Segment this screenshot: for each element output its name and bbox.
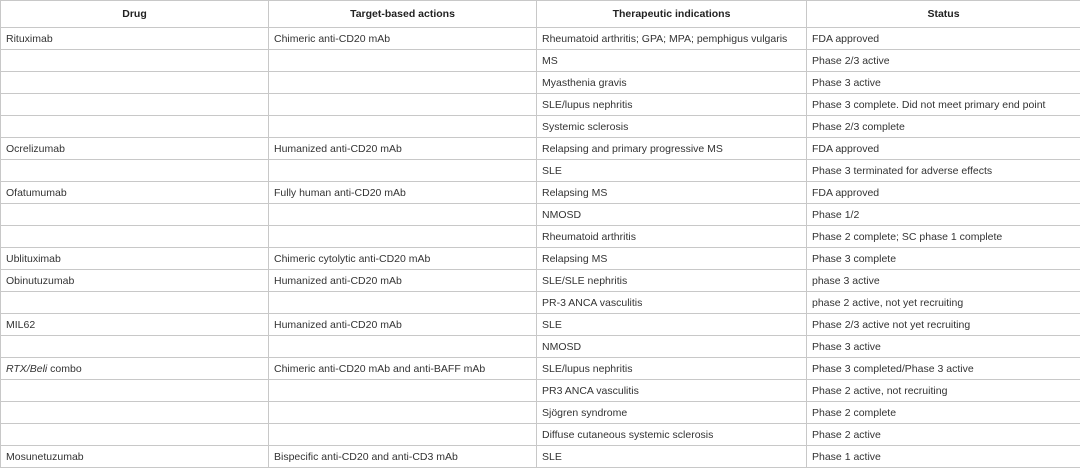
cell-status: Phase 3 terminated for adverse effects [807, 160, 1080, 182]
cell-indication: NMOSD [537, 336, 807, 358]
cell-status: Phase 2/3 active [807, 50, 1080, 72]
cell-status: Phase 2/3 complete [807, 116, 1080, 138]
table-row [1, 72, 1080, 94]
cell-status: phase 3 active [807, 270, 1080, 292]
table-row [1, 402, 1080, 424]
cell-indication: NMOSD [537, 204, 807, 226]
cell-indication: SLE [537, 314, 807, 336]
cell-indication: SLE/SLE nephritis [537, 270, 807, 292]
cell-status: Phase 2 complete; SC phase 1 complete [807, 226, 1080, 248]
cell-status: Phase 1 active [807, 446, 1080, 468]
cell-drug: Mosunetuzumab [1, 446, 269, 468]
cell-drug [1, 402, 269, 424]
cell-indication: SLE [537, 446, 807, 468]
cell-status: Phase 3 complete [807, 248, 1080, 270]
header-target-based-actions: Target-based actions [269, 1, 537, 28]
table-row [1, 226, 1080, 248]
cell-target-action [269, 380, 537, 402]
table-row [1, 336, 1080, 358]
cell-indication: Relapsing and primary progressive MS [537, 138, 807, 160]
cell-status: Phase 2 complete [807, 402, 1080, 424]
cell-drug [1, 160, 269, 182]
cell-indication: Diffuse cutaneous systemic sclerosis [537, 424, 807, 446]
cell-drug [1, 116, 269, 138]
drug-name-italic: RTX/Beli [6, 362, 48, 375]
cell-drug [1, 292, 269, 314]
cell-target-action [269, 292, 537, 314]
cell-indication: Sjögren syndrome [537, 402, 807, 424]
header-status: Status [807, 1, 1080, 28]
cell-target-action: Chimeric anti-CD20 mAb and anti-BAFF mAb [269, 358, 537, 380]
cell-drug: MIL62 [1, 314, 269, 336]
table-row [1, 182, 1080, 204]
cell-drug [1, 358, 269, 380]
cell-drug: Ublituximab [1, 248, 269, 270]
cell-status: Phase 1/2 [807, 204, 1080, 226]
cell-status: Phase 3 active [807, 72, 1080, 94]
cell-target-action [269, 94, 537, 116]
table-row [1, 292, 1080, 314]
table-row [1, 204, 1080, 226]
cell-target-action [269, 226, 537, 248]
table-row [1, 358, 1080, 380]
cell-drug [1, 72, 269, 94]
cell-status: Phase 3 active [807, 336, 1080, 358]
cell-drug [1, 424, 269, 446]
cell-target-action [269, 72, 537, 94]
cell-status: phase 2 active, not yet recruiting [807, 292, 1080, 314]
cell-status: FDA approved [807, 28, 1080, 50]
cell-target-action: Chimeric cytolytic anti-CD20 mAb [269, 248, 537, 270]
cell-indication: MS [537, 50, 807, 72]
header-therapeutic-indications: Therapeutic indications [537, 1, 807, 28]
cell-drug [1, 380, 269, 402]
table-header-row [1, 1, 1080, 28]
cell-indication: Myasthenia gravis [537, 72, 807, 94]
cell-drug: Ocrelizumab [1, 138, 269, 160]
cell-target-action [269, 116, 537, 138]
cell-indication: SLE/lupus nephritis [537, 94, 807, 116]
table-row [1, 424, 1080, 446]
header-drug: Drug [1, 1, 269, 28]
cell-status: Phase 2/3 active not yet recruiting [807, 314, 1080, 336]
cell-drug [1, 226, 269, 248]
table-row [1, 50, 1080, 72]
table-row [1, 270, 1080, 292]
cell-indication: SLE [537, 160, 807, 182]
table-body [1, 28, 1080, 468]
cell-status: FDA approved [807, 182, 1080, 204]
cell-status: Phase 2 active, not recruiting [807, 380, 1080, 402]
table-row [1, 28, 1080, 50]
cell-drug: Rituximab [1, 28, 269, 50]
cell-drug [1, 50, 269, 72]
cell-drug: Ofatumumab [1, 182, 269, 204]
cell-drug: Obinutuzumab [1, 270, 269, 292]
cell-target-action [269, 402, 537, 424]
cell-target-action: Chimeric anti-CD20 mAb [269, 28, 537, 50]
cell-drug [1, 204, 269, 226]
cell-indication: PR3 ANCA vasculitis [537, 380, 807, 402]
cell-target-action [269, 424, 537, 446]
cell-indication: Relapsing MS [537, 182, 807, 204]
cell-target-action: Fully human anti-CD20 mAb [269, 182, 537, 204]
cell-indication: Rheumatoid arthritis [537, 226, 807, 248]
cell-target-action: Humanized anti-CD20 mAb [269, 138, 537, 160]
cell-target-action [269, 160, 537, 182]
cell-target-action [269, 204, 537, 226]
table-row [1, 314, 1080, 336]
table-row [1, 248, 1080, 270]
cell-status: Phase 2 active [807, 424, 1080, 446]
cell-status: Phase 3 complete. Did not meet primary end point [807, 94, 1080, 116]
cell-status: Phase 3 completed/Phase 3 active [807, 358, 1080, 380]
drug-name-suffix: combo [47, 362, 82, 375]
cell-drug [1, 336, 269, 358]
cell-status: FDA approved [807, 138, 1080, 160]
table-row [1, 94, 1080, 116]
cell-target-action: Bispecific anti-CD20 and anti-CD3 mAb [269, 446, 537, 468]
cell-target-action: Humanized anti-CD20 mAb [269, 270, 537, 292]
table-row [1, 380, 1080, 402]
cell-target-action [269, 50, 537, 72]
cell-indication: SLE/lupus nephritis [537, 358, 807, 380]
cell-drug [1, 94, 269, 116]
cell-indication: Systemic sclerosis [537, 116, 807, 138]
cell-indication: Rheumatoid arthritis; GPA; MPA; pemphigus vulgaris [537, 28, 807, 50]
cell-target-action: Humanized anti-CD20 mAb [269, 314, 537, 336]
cell-indication: Relapsing MS [537, 248, 807, 270]
cell-target-action [269, 336, 537, 358]
cell-indication: PR-3 ANCA vasculitis [537, 292, 807, 314]
table-row [1, 160, 1080, 182]
table-row [1, 446, 1080, 468]
table-row [1, 138, 1080, 160]
table-row [1, 116, 1080, 138]
